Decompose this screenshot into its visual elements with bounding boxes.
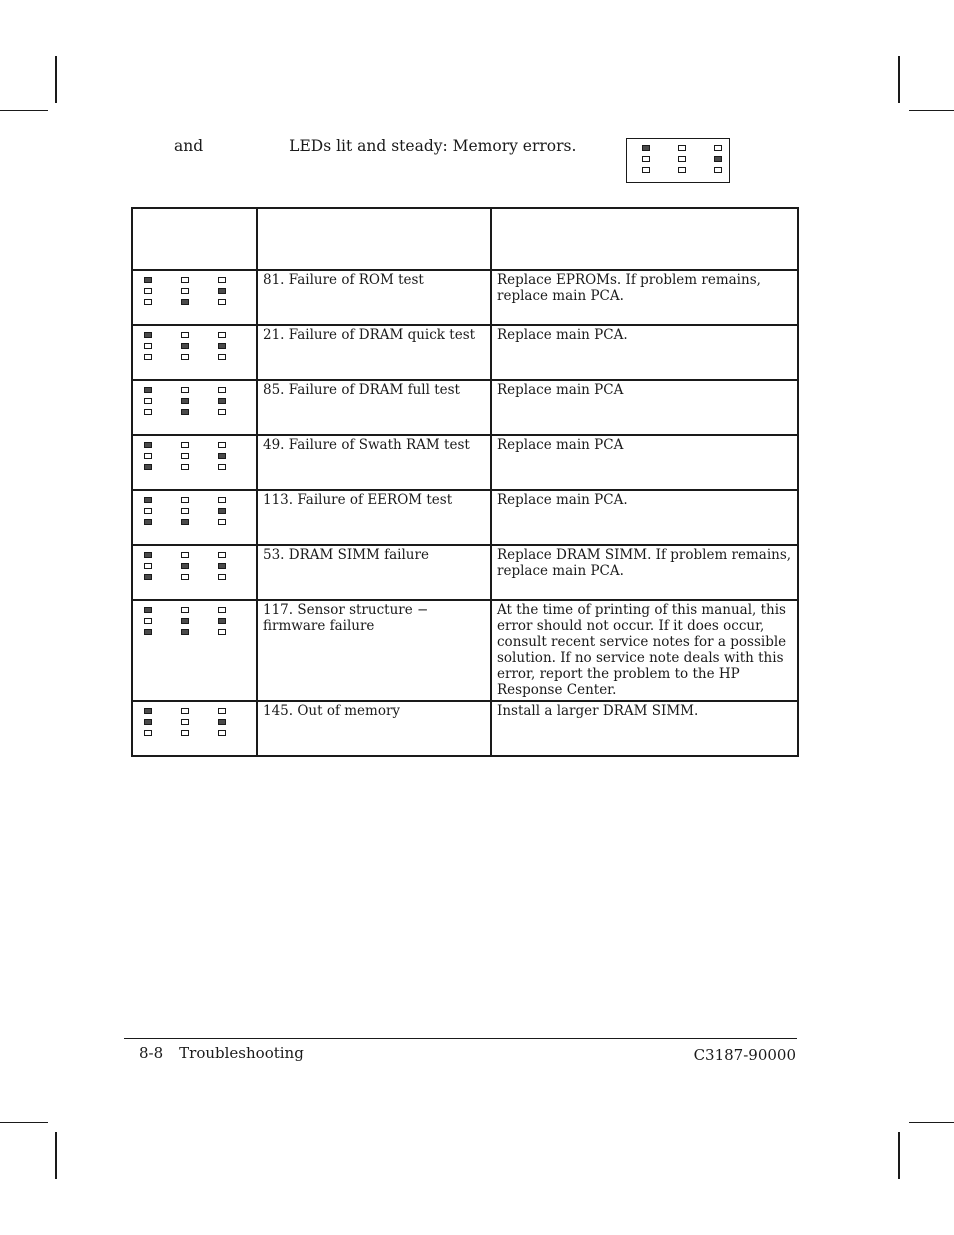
crop-mark [898,56,900,103]
led-off-icon [144,508,152,514]
led-lit-icon [218,288,226,294]
led-lit-icon [144,497,152,503]
corrective-action: At the time of printing of this manual, this error should not occur. If it does occur, consult recent service notes for a possible solution. If no service note deals with this error, report the problem to the HP Response Center. [491,600,798,701]
led-pattern-cell [132,325,257,380]
led-lit-icon [218,398,226,404]
led-lit-icon [181,409,189,415]
led-lit-icon [181,398,189,404]
error-description: 53. DRAM SIMM failure [257,545,491,600]
led-off-icon [181,574,189,580]
led-lit-icon [181,519,189,525]
led-off-icon [218,332,226,338]
led-off-icon [144,354,152,360]
led-off-icon [642,156,650,162]
error-description: 117. Sensor structure − firmware failure [257,600,491,701]
led-off-icon [144,288,152,294]
led-pattern-cell [132,545,257,600]
led-lit-icon [218,563,226,569]
led-lit-icon [144,464,152,470]
led-off-icon [678,156,686,162]
table-row [132,435,798,490]
led-off-icon [714,167,722,173]
table-row [132,325,798,380]
led-lit-icon [144,552,152,558]
led-lit-icon [181,343,189,349]
led-lit-icon [218,508,226,514]
led-off-icon [181,354,189,360]
section-heading [174,137,576,155]
led-off-icon [144,618,152,624]
led-off-icon [218,464,226,470]
led-lit-icon [218,453,226,459]
header-error [257,208,491,270]
error-description: 85. Failure of DRAM full test [257,380,491,435]
led-off-icon [678,145,686,151]
led-pattern-cell [132,490,257,545]
table-row [132,701,798,756]
led-off-icon [218,629,226,635]
led-lit-icon [181,563,189,569]
page-number: 8-8 [139,1044,164,1062]
corrective-action: Install a larger DRAM SIMM. [491,701,798,756]
led-off-icon [181,288,189,294]
led-off-icon [218,519,226,525]
led-off-icon [218,277,226,283]
led-off-icon [181,277,189,283]
led-lit-icon [144,574,152,580]
header-action [491,208,798,270]
led-off-icon [218,552,226,558]
crop-mark [55,56,57,103]
led-off-icon [218,574,226,580]
led-off-icon [181,453,189,459]
led-pattern-cell [132,600,257,701]
led-lit-icon [144,719,152,725]
led-off-icon [144,563,152,569]
header-leds [132,208,257,270]
table-row [132,490,798,545]
led-lit-icon [144,442,152,448]
led-off-icon [642,167,650,173]
led-lit-icon [218,618,226,624]
led-off-icon [181,387,189,393]
led-off-icon [144,730,152,736]
crop-mark [0,110,48,111]
led-off-icon [181,464,189,470]
error-description: 113. Failure of EEROM test [257,490,491,545]
error-description: 49. Failure of Swath RAM test [257,435,491,490]
led-pattern-cell [132,435,257,490]
crop-mark [898,1132,900,1179]
led-off-icon [181,508,189,514]
led-off-icon [218,497,226,503]
led-lit-icon [144,332,152,338]
led-lit-icon [144,708,152,714]
table-header-row [132,208,798,270]
part-number: C3187-90000 [693,1046,796,1064]
error-description: 81. Failure of ROM test [257,270,491,325]
led-lit-icon [714,156,722,162]
footer-left [139,1044,304,1062]
led-off-icon [218,299,226,305]
led-lit-icon [181,299,189,305]
memory-errors-table [131,207,799,757]
led-off-icon [218,354,226,360]
led-lit-icon [181,629,189,635]
led-lit-icon [642,145,650,151]
footer-section: Troubleshooting [179,1044,304,1062]
led-off-icon [678,167,686,173]
led-legend-box [626,138,730,183]
corrective-action: Replace EPROMs. If problem remains, replace main PCA. [491,270,798,325]
led-off-icon [218,409,226,415]
led-off-icon [144,453,152,459]
led-off-icon [181,719,189,725]
led-off-icon [181,607,189,613]
led-lit-icon [144,607,152,613]
led-off-icon [714,145,722,151]
led-off-icon [181,552,189,558]
led-off-icon [181,332,189,338]
table-row [132,600,798,701]
heading-text: LEDs lit and steady: Memory errors. [289,137,577,155]
led-pattern-cell [132,701,257,756]
led-lit-icon [218,719,226,725]
table-row [132,270,798,325]
corrective-action: Replace main PCA [491,380,798,435]
led-lit-icon [144,277,152,283]
led-off-icon [218,387,226,393]
led-off-icon [218,708,226,714]
error-description: 145. Out of memory [257,701,491,756]
crop-mark [0,1122,48,1123]
led-off-icon [144,409,152,415]
error-description: 21. Failure of DRAM quick test [257,325,491,380]
led-off-icon [181,730,189,736]
led-off-icon [144,299,152,305]
led-pattern-cell [132,380,257,435]
crop-mark [55,1132,57,1179]
led-off-icon [181,442,189,448]
led-off-icon [218,442,226,448]
crop-mark [909,1122,954,1123]
led-pattern-cell [132,270,257,325]
corrective-action: Replace main PCA. [491,325,798,380]
footer-rule [124,1038,797,1039]
corrective-action: Replace main PCA [491,435,798,490]
table-row [132,380,798,435]
led-off-icon [218,730,226,736]
led-off-icon [144,343,152,349]
corrective-action: Replace main PCA. [491,490,798,545]
led-lit-icon [144,387,152,393]
led-off-icon [181,497,189,503]
led-lit-icon [218,343,226,349]
led-off-icon [181,708,189,714]
corrective-action: Replace DRAM SIMM. If problem remains, replace main PCA. [491,545,798,600]
led-lit-icon [144,629,152,635]
heading-prefix: and [174,137,204,155]
led-off-icon [144,398,152,404]
table-row [132,545,798,600]
led-off-icon [218,607,226,613]
led-lit-icon [144,519,152,525]
led-lit-icon [181,618,189,624]
crop-mark [909,110,954,111]
